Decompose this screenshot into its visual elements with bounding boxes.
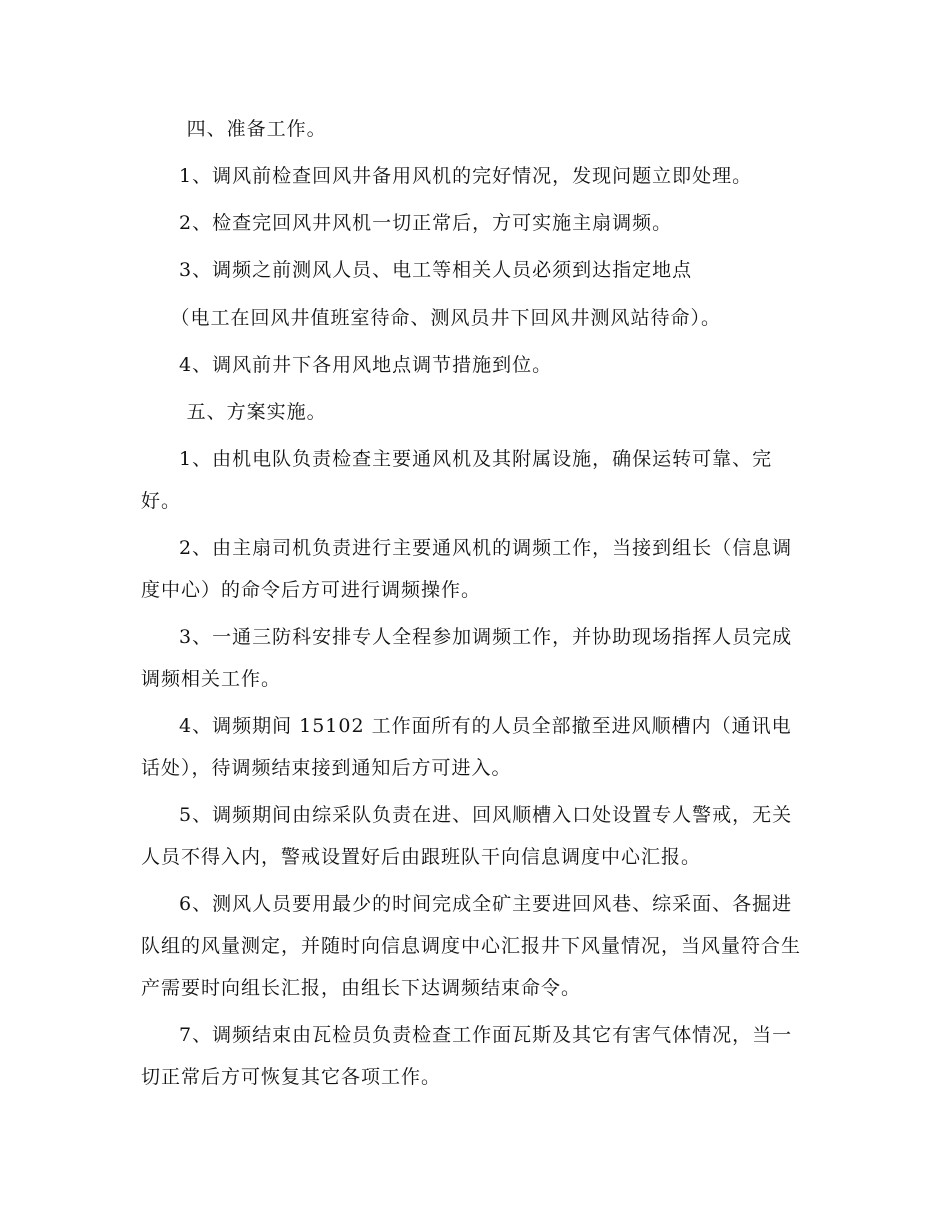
- section-heading-preparation: 四、准备工作。: [186, 118, 327, 140]
- paragraph: 1、由机电队负责检查主要通风机及其附属设施，确保运转可靠、完好。: [141, 448, 773, 512]
- section-heading-implementation: 五、方案实施。: [186, 401, 327, 423]
- paragraph: 5、调频期间由综采队负责在进、回风顺槽入口处设置专人警戒，无关人员不得入内，警戒设置好后由跟班队干向信息调度中心汇报。: [141, 804, 793, 868]
- paragraph: 3、调频之前测风人员、电工等相关人员必须到达指定地点: [179, 259, 693, 281]
- paragraph: 4、调风前井下各用风地点调节措施到位。: [179, 354, 553, 376]
- paragraph: 1、调风前检查回风井备用风机的完好情况，发现问题立即处理。: [179, 165, 753, 187]
- paragraph: 2、由主扇司机负责进行主要通风机的调频工作，当接到组长（信息调度中心）的命令后方可进行调频操作。: [141, 537, 793, 601]
- paragraph: 3、一通三防科安排专人全程参加调频工作，并协助现场指挥人员完成调频相关工作。: [141, 626, 793, 690]
- paragraph: 7、调频结束由瓦检员负责检查工作面瓦斯及其它有害气体情况，当一切正常后方可恢复其它各项工作。: [141, 1024, 793, 1088]
- paragraph: 2、检查完回风井风机一切正常后，方可实施主扇调频。: [179, 212, 673, 234]
- paragraph: 4、调频期间 15102 工作面所有的人员全部撤至进风顺槽内（通讯电话处），待调频结束接到通知后方可进入。: [141, 715, 792, 779]
- document-body: [141, 108, 809, 1103]
- paragraph: 6、测风人员要用最少的时间完成全矿主要进回风巷、综采面、各掘进队组的风量测定，并随时向信息调度中心汇报井下风量情况，当风量符合生产需要时向组长汇报，由组长下达调频结束命令。: [141, 893, 802, 999]
- paragraph-continuation: （电工在回风井值班室待命、测风员井下回风井测风站待命）。: [170, 307, 721, 329]
